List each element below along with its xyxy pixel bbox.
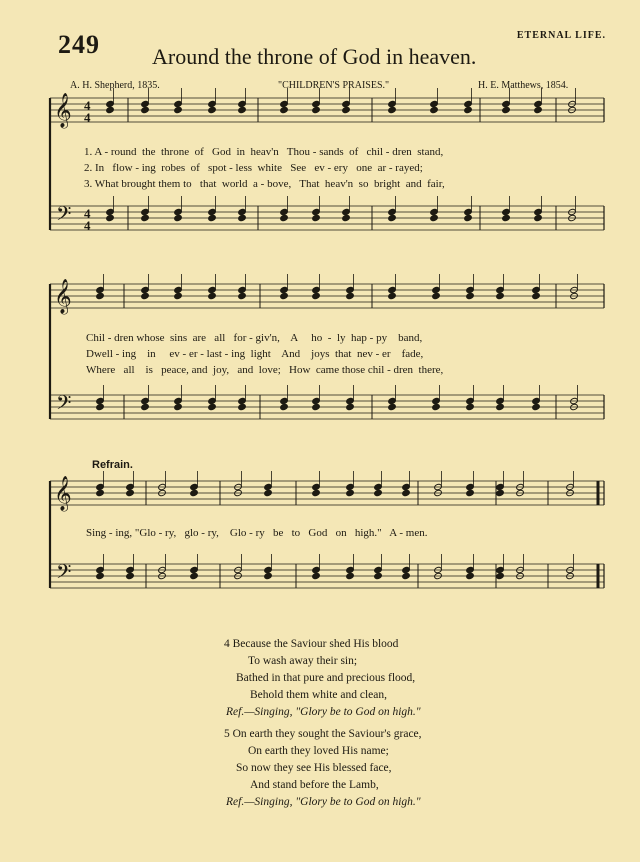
note-head <box>388 397 397 404</box>
note-head <box>466 286 475 293</box>
stanza-refrain-line: Ref.—Singing, "Glory be to God on high." <box>226 796 421 808</box>
note-head <box>374 489 383 496</box>
note-head <box>141 403 150 410</box>
note-head <box>430 214 439 221</box>
note-head <box>388 214 397 221</box>
note-head <box>432 292 441 299</box>
note-head <box>280 403 289 410</box>
note-head <box>208 100 217 107</box>
note-head <box>464 208 473 215</box>
note-head <box>346 286 355 293</box>
note-head <box>126 572 135 579</box>
note-head <box>534 214 543 221</box>
note-head <box>496 403 505 410</box>
note-head <box>106 208 115 215</box>
note-head <box>238 106 247 113</box>
note-head <box>502 106 511 113</box>
note-head <box>346 397 355 404</box>
note-head <box>534 100 543 107</box>
note-head <box>388 292 397 299</box>
note-head <box>496 397 505 404</box>
note-head <box>106 214 115 221</box>
stanza-line: Behold them white and clean, <box>250 689 388 701</box>
note-head <box>432 397 441 404</box>
note-head <box>312 286 321 293</box>
note-head <box>464 100 473 107</box>
note-head <box>346 572 355 579</box>
note-head <box>280 100 289 107</box>
note-head <box>312 214 321 221</box>
note-head <box>96 572 105 579</box>
treble-clef-icon: 𝄞 <box>54 279 72 314</box>
note-head <box>342 106 351 113</box>
note-head <box>126 566 135 573</box>
note-head <box>174 286 183 293</box>
note-head <box>312 100 321 107</box>
note-head <box>141 208 150 215</box>
note-head <box>532 403 541 410</box>
note-head <box>374 566 383 573</box>
time-signature: 4 <box>84 98 91 113</box>
bass-clef-icon: 𝄢 <box>56 391 72 419</box>
note-head <box>342 100 351 107</box>
note-head <box>106 100 115 107</box>
note-head <box>388 106 397 113</box>
note-head <box>534 106 543 113</box>
note-head <box>312 572 321 579</box>
note-head <box>264 566 273 573</box>
note-head <box>96 566 105 573</box>
note-head <box>312 566 321 573</box>
note-head <box>496 566 505 573</box>
note-head <box>126 489 135 496</box>
note-head <box>402 566 411 573</box>
note-head <box>141 106 150 113</box>
note-head <box>532 286 541 293</box>
note-head <box>174 292 183 299</box>
note-head <box>208 208 217 215</box>
note-head <box>402 572 411 579</box>
note-head <box>141 286 150 293</box>
note-head <box>264 489 273 496</box>
note-head <box>280 208 289 215</box>
note-head <box>312 208 321 215</box>
note-head <box>96 489 105 496</box>
note-head <box>466 397 475 404</box>
note-head <box>388 208 397 215</box>
note-head <box>312 106 321 113</box>
note-head <box>96 397 105 404</box>
note-head <box>502 208 511 215</box>
refrain-lyric-line: Sing - ing, "Glo - ry, glo - ry, Glo - ry be to God on high." A - men. <box>86 527 428 539</box>
note-head <box>174 100 183 107</box>
lyric-line: 2. In flow - ing robes of spot - less white See ev - ery one ar - rayed; <box>84 162 423 174</box>
stanza-refrain-line: Ref.—Singing, "Glory be to God on high." <box>226 706 421 718</box>
lyric-line: Chil - dren whose sins are all for - giv'n, A ho - ly hap - py band, <box>86 332 423 344</box>
note-head <box>342 214 351 221</box>
note-head <box>496 286 505 293</box>
note-head <box>106 106 115 113</box>
note-head <box>432 286 441 293</box>
note-head <box>280 397 289 404</box>
note-head <box>496 292 505 299</box>
note-head <box>96 286 105 293</box>
note-head <box>190 489 199 496</box>
note-head <box>96 403 105 410</box>
note-head <box>502 100 511 107</box>
note-head <box>238 292 247 299</box>
note-head <box>280 106 289 113</box>
note-head <box>312 489 321 496</box>
note-head <box>430 208 439 215</box>
hymn-number: 249 <box>58 30 100 59</box>
note-head <box>346 483 355 490</box>
note-head <box>532 397 541 404</box>
lyric-line: 1. A - round the throne of God in heav'n Thou - sands of chil - dren stand, <box>84 146 444 158</box>
lyric-line: 3. What brought them to that world a - bove, That heav'n so bright and fair, <box>84 178 445 190</box>
note-head <box>126 483 135 490</box>
note-head <box>464 106 473 113</box>
note-head <box>388 100 397 107</box>
note-head <box>280 292 289 299</box>
time-signature: 4 <box>84 218 91 233</box>
note-head <box>190 566 199 573</box>
note-head <box>346 566 355 573</box>
note-head <box>280 286 289 293</box>
lyric-line: Dwell - ing in ev - er - last - ing light And joys that nev - er fade, <box>86 348 424 360</box>
stanza-line: So now they see His blessed face, <box>236 762 392 774</box>
author-credit: A. H. Shepherd, 1835. <box>70 80 160 91</box>
note-head <box>238 286 247 293</box>
stanza-line: To wash away their sin; <box>248 655 358 667</box>
bass-clef-icon: 𝄢 <box>56 560 72 588</box>
note-head <box>374 483 383 490</box>
note-head <box>280 214 289 221</box>
note-head <box>208 214 217 221</box>
note-head <box>466 566 475 573</box>
note-head <box>208 403 217 410</box>
note-head <box>312 397 321 404</box>
note-head <box>174 214 183 221</box>
note-head <box>532 292 541 299</box>
hymn-title: Around the throne of God in heaven. <box>152 44 477 69</box>
tune-name: "CHILDREN'S PRAISES." <box>278 80 390 91</box>
stanza-line: 5 On earth they sought the Saviour's grace, <box>224 728 422 740</box>
treble-clef-icon: 𝄞 <box>54 93 72 128</box>
note-head <box>312 483 321 490</box>
note-head <box>402 483 411 490</box>
note-head <box>264 483 273 490</box>
note-head <box>432 403 441 410</box>
note-head <box>430 100 439 107</box>
note-head <box>312 292 321 299</box>
composer-credit: H. E. Matthews, 1854. <box>478 80 569 91</box>
note-head <box>374 572 383 579</box>
note-head <box>96 292 105 299</box>
time-signature: 4 <box>84 110 91 125</box>
note-head <box>464 214 473 221</box>
note-head <box>174 403 183 410</box>
note-head <box>496 483 505 490</box>
refrain-label: Refrain. <box>92 459 133 471</box>
stanza-line: And stand before the Lamb, <box>250 779 379 791</box>
note-head <box>208 286 217 293</box>
note-head <box>141 100 150 107</box>
note-head <box>342 208 351 215</box>
note-head <box>402 489 411 496</box>
note-head <box>534 208 543 215</box>
note-head <box>141 214 150 221</box>
note-head <box>466 483 475 490</box>
note-head <box>208 106 217 113</box>
note-head <box>174 397 183 404</box>
note-head <box>388 286 397 293</box>
note-head <box>264 572 273 579</box>
note-head <box>238 403 247 410</box>
note-head <box>208 292 217 299</box>
note-head <box>141 292 150 299</box>
note-head <box>502 214 511 221</box>
note-head <box>430 106 439 113</box>
note-head <box>346 292 355 299</box>
note-head <box>466 572 475 579</box>
note-head <box>388 403 397 410</box>
note-head <box>312 403 321 410</box>
note-head <box>141 397 150 404</box>
note-head <box>238 100 247 107</box>
stanza-line: Bathed in that pure and precious flood, <box>236 672 416 684</box>
note-head <box>174 106 183 113</box>
note-head <box>466 489 475 496</box>
note-head <box>496 572 505 579</box>
note-head <box>346 489 355 496</box>
note-head <box>346 403 355 410</box>
treble-clef-icon: 𝄞 <box>54 476 72 511</box>
time-signature: 4 <box>84 206 91 221</box>
topic-heading: ETERNAL LIFE. <box>516 30 606 41</box>
note-head <box>190 483 199 490</box>
note-head <box>238 208 247 215</box>
note-head <box>466 292 475 299</box>
note-head <box>496 489 505 496</box>
note-head <box>96 483 105 490</box>
note-head <box>190 572 199 579</box>
note-head <box>208 397 217 404</box>
bass-clef-icon: 𝄢 <box>56 202 72 230</box>
note-head <box>174 208 183 215</box>
lyric-line: Where all is peace, and joy, and love; How came those chil - dren there, <box>86 364 444 376</box>
note-head <box>238 397 247 404</box>
stanza-line: 4 Because the Saviour shed His blood <box>224 638 399 650</box>
note-head <box>466 403 475 410</box>
stanza-line: On earth they loved His name; <box>248 745 389 757</box>
note-head <box>238 214 247 221</box>
